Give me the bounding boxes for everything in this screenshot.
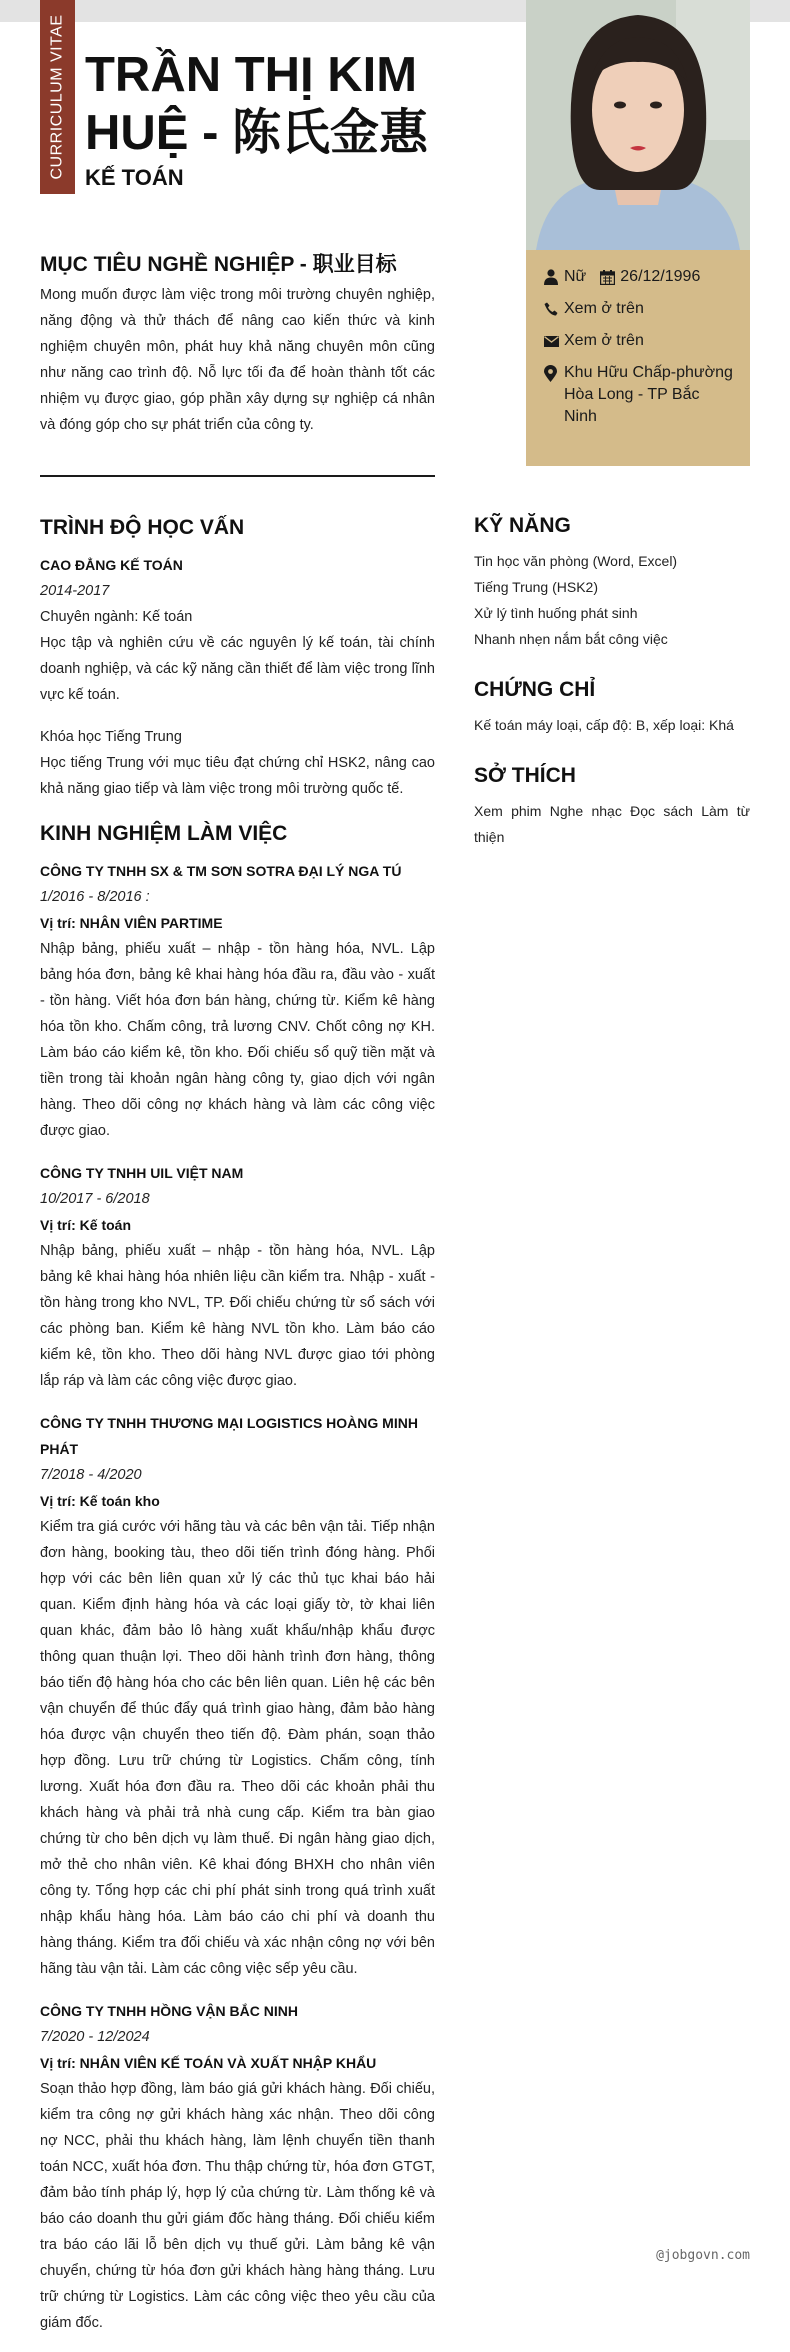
experience-item: [40, 1410, 435, 1982]
envelope-icon: [544, 330, 564, 352]
profile-photo: [526, 0, 750, 250]
objective-text: Mong muốn được làm việc trong môi trường chuyên nghiệp, năng động và thử thách để nâng cao kiến thức và kinh nghiệm chuyên môn, phát huy khả năng chuyên môn cũng như năng cao trình độ. Nỗ lực tối đa để hoàn thành tốt các nhiệm vụ được giao, góp phần xây dựng sự nghiệp cá nhân và đóng góp cho sự phát triển của công ty.: [40, 287, 435, 433]
education-date: 2014-2017: [40, 583, 110, 599]
birthdate-value: 26/12/1996: [620, 268, 701, 285]
left-column: [40, 512, 435, 2352]
objective-title: MỤC TIÊU NGHỀ NGHIỆP - 职业目标: [40, 253, 397, 276]
phone-value: Xem ở trên: [564, 300, 644, 317]
hobbies-text: Xem phim Nghe nhạc Đọc sách Làm từ thiện: [474, 803, 750, 845]
experience-desc: Soạn thảo hợp đồng, làm báo giá gửi khách hàng. Đối chiếu, kiểm tra công nợ gửi khách hàng xác nhận. Theo dõi công nợ NCC, phải thu khách hàng, làm lệnh chuyển tiền thanh toán NCC, xuất hóa đơn. Thu thập chứng từ, hóa đơn GTGT, đảm bảo tính pháp lý, hợp lý của chứng từ. Làm thống kê và báo cáo doanh thu gửi giám đốc hàng tháng. Đối chiếu kiểm tra báo cáo lãi lỗ bên dịch vụ thuế gửi. Làm bảng kê vận chuyển, chứng từ hóa đơn gửi khách hàng hàng tháng. Lưu trữ chứng từ Logistics. Làm các công việc theo yêu cầu của giám đốc.: [40, 2081, 435, 2331]
education-desc: Học tiếng Trung với mục tiêu đạt chứng chỉ HSK2, nâng cao khả năng giao tiếp và làm việc trong môi trường quốc tế.: [40, 755, 435, 797]
info-row-gender-birthdate: [544, 266, 740, 288]
experience-desc: Nhập bảng, phiếu xuất – nhập - tồn hàng hóa, NVL. Lập bảng kê khai hàng hóa nhiên liệu cần kiểm tra. Nhập - xuất - tồn hàng trong kho NVL, TP. Đối chiếu chứng từ sổ sách với các phòng ban. Kiểm kê hàng NVL tồn kho. Làm báo cáo kiểm kê, tồn kho. Theo dõi hàng NVL được giao tới phòng lắp ráp và làm các công việc được giao.: [40, 1243, 435, 1389]
personal-info-panel: [526, 250, 750, 466]
experience-date: 7/2018 - 4/2020: [40, 1467, 142, 1483]
address-value: Khu Hữu Chấp-phường Hòa Long - TP Bắc Ninh: [564, 364, 733, 425]
education-item: [40, 724, 435, 802]
experience-org: CÔNG TY TNHH UIL VIỆT NAM: [40, 1165, 244, 1181]
calendar-icon: [600, 266, 620, 288]
portrait-illustration: [526, 0, 750, 250]
gender-value: Nữ: [564, 268, 587, 285]
experience-item: [40, 1160, 435, 1394]
experience-org: CÔNG TY TNHH HỒNG VẬN BẮC NINH: [40, 2003, 298, 2019]
info-row-phone: [544, 298, 740, 320]
info-row-address: [544, 362, 740, 428]
experience-title: KINH NGHIỆM LÀM VIỆC: [40, 822, 288, 845]
right-column: [474, 510, 750, 872]
footer-watermark: @jobgovn.com: [656, 2248, 750, 2263]
experience-date: 1/2016 - 8/2016 :: [40, 889, 150, 905]
experience-item: [40, 1998, 435, 2336]
phone-icon: [544, 298, 564, 320]
map-pin-icon: [544, 362, 564, 384]
education-org: CAO ĐẲNG KẾ TOÁN: [40, 557, 183, 573]
experience-desc: Kiểm tra giá cước với hãng tàu và các bên vận tải. Tiếp nhận đơn hàng, booking tàu, theo dõi tiến trình đóng hàng. Phối hợp với các bên liên quan xử lý các thủ tục khai báo hải quan. Kiểm định hàng hóa và các loại giấy tờ, tờ khai liên quan khác, đảm bảo lô hàng xuất khẩu/nhập khẩu được thông quan thuận lợi. Theo dõi hành trình đơn hàng, thông báo tiến độ hàng hóa cho các bên liên quan. Liên hệ các bên vận chuyển để thúc đẩy quá trình giao hàng, đảm bảo hàng hóa được vận chuyển theo tiến độ. Đàm phán, soạn thảo hợp đồng. Lưu trữ chứng từ Logistics. Chấm công, tính lương. Xuất hóa đơn đầu ra. Theo dõi các khoản phải thu khách hàng và phải trả nhà cung cấp. Kiểm tra bàn giao chứng từ cho bên dịch vụ làm thuế. Đi ngân hàng giao dịch, mở thẻ cho nhân viên. Kê khai đóng BHXH cho nhân viên công ty. Tổng hợp các chi phí phát sinh trong quá trình xuất nhập khẩu hàng hóa. Làm báo cáo chi phí và doanh thu hàng tháng. Kiểm tra đối chiếu và xác nhận công nợ với bên hãng tàu vận tải. Làm các công việc sếp yêu cầu.: [40, 1519, 435, 1977]
experience-position: Vị trí: NHÂN VIÊN PARTIME: [40, 915, 223, 931]
skill-item: Xử lý tình huống phát sinh: [474, 605, 638, 621]
experience-org: CÔNG TY TNHH SX & TM SƠN SOTRA ĐẠI LÝ NGA TÚ: [40, 863, 402, 879]
education-major: Chuyên ngành: Kế toán: [40, 609, 193, 625]
experience-org: CÔNG TY TNHH THƯƠNG MẠI LOGISTICS HOÀNG MINH PHÁT: [40, 1415, 418, 1457]
skill-item: Tiếng Trung (HSK2): [474, 579, 598, 595]
education-title: TRÌNH ĐỘ HỌC VẤN: [40, 516, 245, 539]
skills-title: KỸ NĂNG: [474, 514, 571, 537]
email-value: Xem ở trên: [564, 332, 644, 349]
hobbies-section: [474, 760, 750, 850]
info-row-email: [544, 330, 740, 352]
education-major: Khóa học Tiếng Trung: [40, 729, 182, 745]
experience-position: Vị trí: Kế toán kho: [40, 1493, 160, 1509]
skill-item: Nhanh nhẹn nắm bắt công việc: [474, 631, 668, 647]
education-item: [40, 552, 435, 708]
experience-item: [40, 858, 435, 1144]
hobbies-title: SỞ THÍCH: [474, 764, 576, 787]
skill-item: Tin học văn phòng (Word, Excel): [474, 553, 678, 569]
education-desc: Học tập và nghiên cứu về các nguyên lý kế toán, tài chính doanh nghiệp, và các kỹ năng cần thiết để làm việc trong lĩnh vực kế toán.: [40, 635, 435, 703]
experience-position: Vị trí: Kế toán: [40, 1217, 132, 1233]
section-divider: [40, 475, 435, 477]
certificate-item: Kế toán máy loại, cấp độ: B, xếp loại: Khá: [474, 717, 734, 733]
user-icon: [544, 266, 564, 288]
vertical-tab-label: CURRICULUM VITAE: [48, 14, 66, 180]
vertical-tab: [40, 0, 75, 194]
experience-date: 10/2017 - 6/2018: [40, 1191, 150, 1207]
candidate-name: TRẦN THỊ KIM HUỆ - 陈氏金惠: [85, 48, 429, 160]
experience-position: Vị trí: NHÂN VIÊN KẾ TOÁN VÀ XUẤT NHẬP KHẨU: [40, 2055, 377, 2071]
experience-date: 7/2020 - 12/2024: [40, 2029, 150, 2045]
certificates-title: CHỨNG CHỈ: [474, 678, 596, 701]
experience-desc: Nhập bảng, phiếu xuất – nhập - tồn hàng hóa, NVL. Lập bảng hóa đơn, bảng kê khai hàng hóa đầu ra, đầu vào - xuất - tồn hàng. Viết hóa đơn bán hàng, chứng từ. Kiểm kê hàng hóa tồn kho. Chấm công, trả lương CNV. Chốt công nợ KH. Làm báo cáo kiểm kê, tồn kho. Đối chiếu sổ quỹ tiền mặt và tiền trong tài khoản ngân hàng công ty, giao dịch với ngân hàng. Theo dõi công nợ khách hàng và làm các công việc được giao.: [40, 941, 435, 1139]
skills-section: [474, 510, 750, 652]
certificates-section: [474, 674, 750, 738]
candidate-role: KẾ TOÁN: [85, 165, 184, 190]
